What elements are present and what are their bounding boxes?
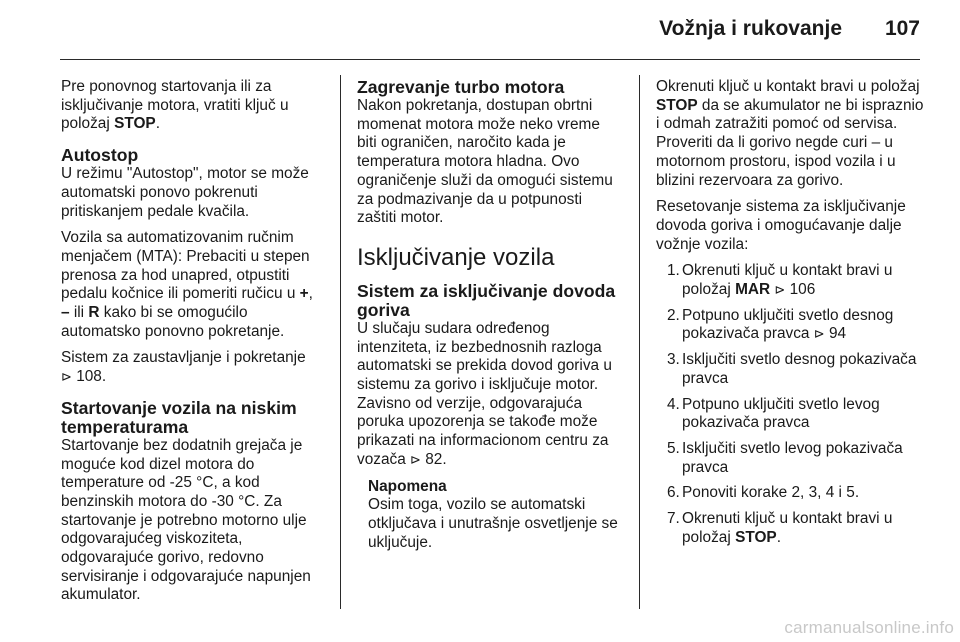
stop-keyword: STOP	[114, 115, 156, 133]
page-reference[interactable]: 108.	[76, 368, 107, 386]
page-reference[interactable]: 106	[789, 281, 816, 299]
heading-autostop: Autostop	[61, 145, 139, 166]
paragraph-stop-start-ref: Sistem za zaustavljanje i pokretanje ⊳ 108.	[61, 349, 306, 386]
page-reference[interactable]: 82.	[425, 450, 447, 468]
reset-steps-list	[656, 262, 926, 547]
stop-keyword: STOP	[656, 96, 698, 114]
page-header	[0, 0, 960, 60]
list-item: 1. Okrenuti ključ u kontakt bravi u položaj MAR ⊳ 106	[667, 262, 893, 299]
heading-fuel-cutoff: Sistem za isključivanje dovoda goriva	[357, 280, 616, 320]
page-number: 107	[884, 17, 920, 40]
list-item: 5. Isključiti svetlo levog pokazivača pravca	[667, 439, 903, 476]
list-item: 7. Okrenuti ključ u kontakt bravi u položaj STOP.	[667, 510, 893, 546]
reference-arrow-icon[interactable]: ⊳	[410, 451, 421, 467]
column-divider-2	[639, 75, 640, 609]
list-item: 3. Isključiti svetlo desnog pokazivača pravca	[667, 351, 917, 387]
paragraph-autostop: U režimu "Autostop", motor se može automatski ponovo pokrenuti pritiskanjem pedale kvačila.	[61, 165, 309, 220]
note-box	[368, 478, 623, 553]
paragraph-turbo: Nakon pokretanja, dostupan obrtni momenat motora može neko vreme biti ograničen, naročito kada je temperatura motora hladna. Ovo ograničenje služi da omogući sistemu za podmazivanje da u potpunosti zaštiti motor.	[357, 97, 613, 227]
paragraph-cold-start: Startovanje bez dodatnih grejača je moguće kod dizel motora do temperature od -25 °C, a kod benzinskih motora do -30 °C. Za startovanje je potrebno motorno ulje odgovarajućeg viskoziteta, odgovarajuće gorivo, redovno servisiranje i odgovarajuće napunjen akumulator.	[61, 436, 311, 604]
paragraph-restart: Pre ponovnog startovanja ili za isključivanje motora, vratiti ključ u položaj STOP.	[61, 78, 289, 133]
column-2	[357, 78, 623, 552]
column-divider-1	[340, 75, 341, 609]
column-1	[61, 78, 323, 613]
note-body: Osim toga, vozilo se automatski otključava i unutrašnje osvetljenje se uključuje.	[368, 496, 618, 551]
heading-turbo: Zagrevanje turbo motora	[357, 77, 565, 97]
column-3	[656, 78, 926, 554]
list-item: 4. Potpuno uključiti svetlo levog pokazivača pravca	[667, 395, 880, 432]
chapter-title: Vožnja i rukovanje	[659, 17, 842, 40]
page-reference[interactable]: 94	[828, 325, 847, 343]
section-heading-shutdown: Isključivanje vozila	[357, 243, 555, 271]
paragraph-mta: Vozila sa automatizovanim ručnim menjačem (MTA): Prebaciti u stepen prenosa za hod unapred, otpustiti pedalu kočnice ili pomeriti ručicu u +, – ili R kako bi se omogućilo automatsko ponovno pokretanje.	[61, 229, 313, 340]
reference-arrow-icon[interactable]: ⊳	[813, 326, 825, 342]
reference-arrow-icon[interactable]: ⊳	[774, 282, 786, 298]
reference-arrow-icon[interactable]: ⊳	[61, 369, 72, 385]
paragraph-fuel-cutoff: U slučaju sudara određenog intenziteta, iz bezbednosnih razloga automatski se prekida dovod goriva u sistemu za gorivo i isključuje motor. Zavisno od verzije, odgovarajuća poruka upozorenja se takođe može prikazati na informacionom centru za vozača ⊳ 82.	[357, 319, 612, 468]
heading-cold-start: Startovanje vozila na niskim temperaturama	[61, 397, 297, 437]
header-divider	[60, 59, 920, 60]
list-item: 2. Potpuno uključiti svetlo desnog pokazivača pravca ⊳ 94	[667, 306, 894, 343]
paragraph-battery: Okrenuti ključ u kontakt bravi u položaj STOP da se akumulator ne bi ispraznio i odmah zatražiti pomoć od servisa. Proveriti da li gorivo negde curi – u motornom prostoru, ispod vozila i u blizini rezervoara za gorivo.	[656, 78, 924, 189]
list-item: 6. Ponoviti korake 2, 3, 4 i 5.	[667, 484, 860, 502]
paragraph-reset-intro: Resetovanje sistema za isključivanje dovoda goriva i omogućavanje dalje vožnje vozila:	[656, 198, 906, 253]
note-title: Napomena	[368, 477, 447, 495]
watermark: carmanualsonline.info	[784, 618, 954, 637]
